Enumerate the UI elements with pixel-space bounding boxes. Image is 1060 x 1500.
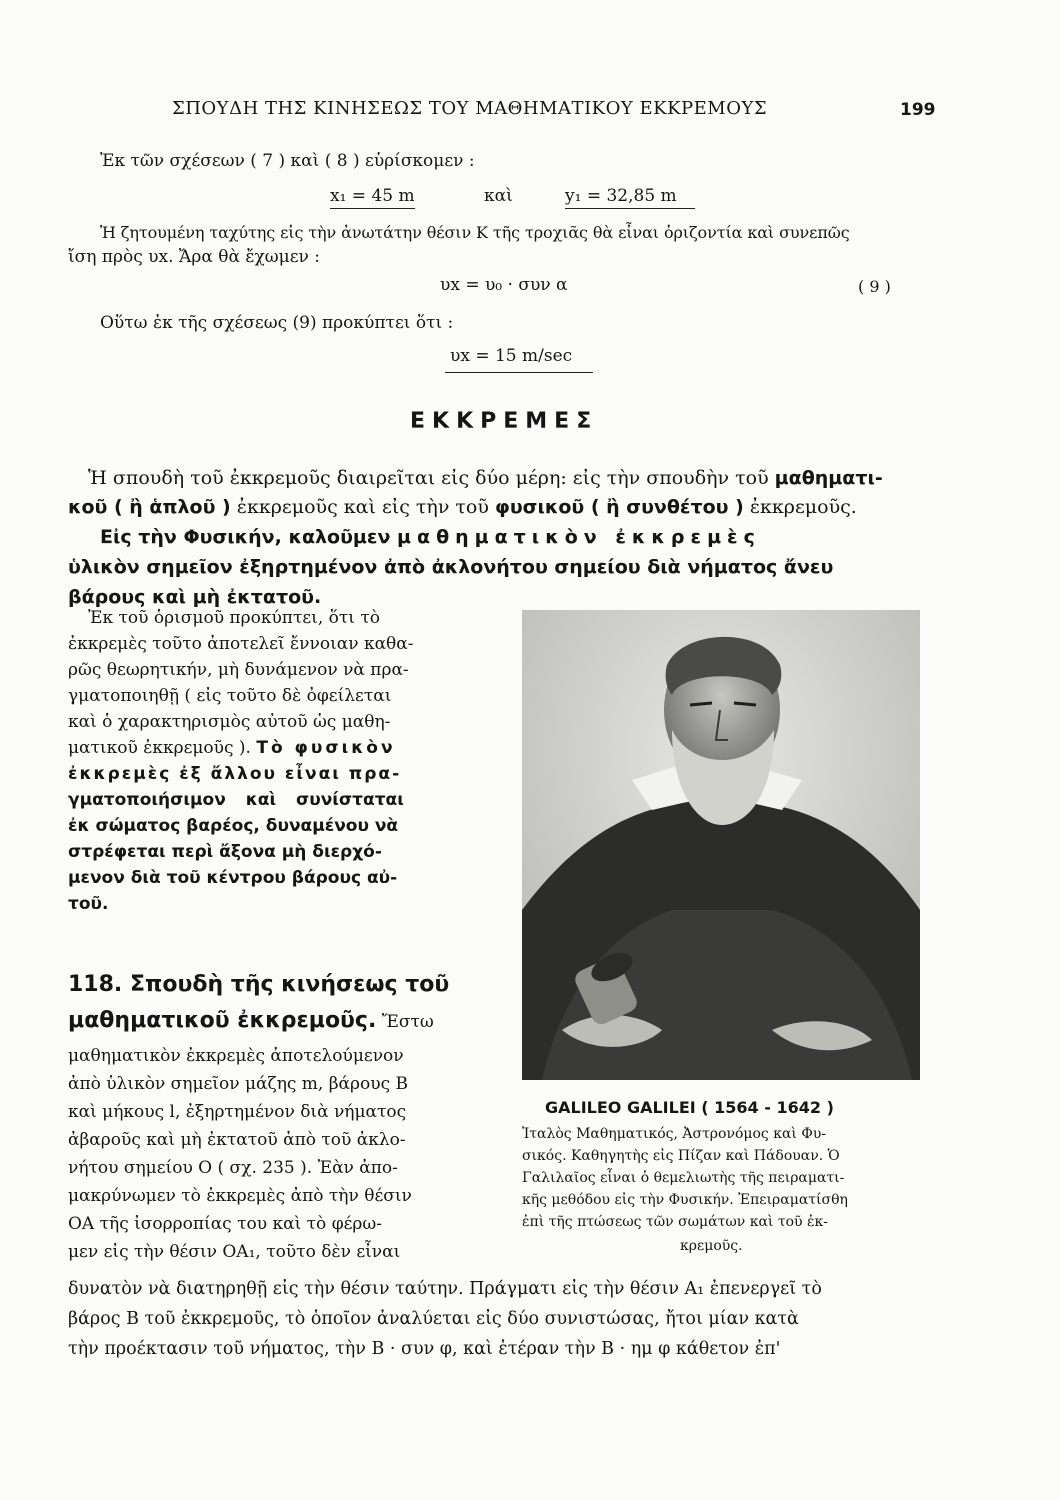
caption-line: κρεμοῦς. <box>680 1238 743 1254</box>
bottom-line: τὴν προέκτασιν τοῦ νήματος, τὴν Β · συν φ, καὶ ἑτέραν τὴν Β · ημ φ κάθετον ἐπ' <box>68 1339 781 1359</box>
text-line: Ἐκ τῶν σχέσεων ( 7 ) καὶ ( 8 ) εὑρίσκομεν : <box>100 151 475 171</box>
column-line: ρῶς θεωρητικήν, μὴ δυνάμενον νὰ πρα- <box>68 660 409 680</box>
equation-and: καὶ <box>484 186 513 206</box>
column-line: νήτου σημείου Ο ( σχ. 235 ). Ἐὰν ἀπο- <box>68 1158 398 1178</box>
column-line: ἀπὸ ὑλικὸν σημεῖον μάζης m, βάρους Β <box>68 1074 409 1094</box>
column-line: ἐκ σώματος βαρέος, δυναμένου νὰ <box>68 816 399 836</box>
bottom-line: δυνατὸν νὰ διατηρηθῇ εἰς τὴν θέσιν ταύτην. Πράγματι εἰς τὴν θέσιν Α₁ ἐπενεργεῖ τὸ <box>68 1279 822 1299</box>
equation-number: ( 9 ) <box>858 277 891 296</box>
column-line: μενον διὰ τοῦ κέντρου βάρους αὐ- <box>68 868 398 888</box>
column-line: καὶ μήκους l, ἐξηρτημένον διὰ νήματος <box>68 1102 407 1122</box>
result-underline <box>445 372 593 373</box>
column-line: μεν εἰς τὴν θέσιν ΟΑ₁, τοῦτο δὲν εἶναι <box>68 1242 401 1262</box>
subsection-heading-line-2: μαθηματικοῦ ἐκκρεμοῦς. Ἔστω <box>68 1008 434 1033</box>
column-line: ἐκκρεμὲς ἐξ ἄλλου εἶναι πρα- <box>68 764 402 784</box>
definition-line-3: βάρους καὶ μὴ ἐκτατοῦ. <box>68 586 322 608</box>
column-line: μαθηματικὸν ἐκκρεμὲς ἀποτελούμενον <box>68 1046 404 1066</box>
text-line: Ἡ ζητουμένη ταχύτης εἰς τὴν ἀνωτάτην θέσιν Κ τῆς τροχιᾶς θὰ εἶναι ὁριζοντία καὶ συνεπῶς <box>100 223 850 242</box>
galileo-portrait <box>522 610 920 1080</box>
caption-line: Ἰταλὸς Μαθηματικός, Ἀστρονόμος καὶ Φυ- <box>522 1126 827 1142</box>
column-line: τοῦ. <box>68 894 109 914</box>
equation-ux: υx = υ₀ · συν α <box>440 275 568 295</box>
column-line: καὶ ὁ χαρακτηρισμὸς αὐτοῦ ὡς μαθη- <box>68 712 391 732</box>
equation-result: υx = 15 m/sec <box>450 346 573 366</box>
caption-line: σικός. Καθηγητὴς εἰς Πίζαν καὶ Πάδουαν. Ὁ <box>522 1148 840 1164</box>
intro-line-2: κοῦ ( ἢ ἁπλοῦ ) ἐκκρεμοῦς καὶ εἰς τὴν τοῦ φυσικοῦ ( ἢ συνθέτου ) ἐκκρεμοῦς. <box>68 496 857 518</box>
text-line: ἴση πρὸς υx. Ἄρα θὰ ἔχωμεν : <box>68 247 320 267</box>
equation-x1: x₁ = 45 m <box>330 186 415 209</box>
column-line: ἀβαροῦς καὶ μὴ ἐκτατοῦ ἀπὸ τοῦ ἀκλο- <box>68 1130 406 1150</box>
definition-line-1: Εἰς τὴν Φυσικήν, καλοῦμεν μαθηματικὸν ἐκκρεμὲς <box>100 526 761 548</box>
running-header: ΣΠΟΥΔΗ ΤΗΣ ΚΙΝΗΣΕΩΣ ΤΟΥ ΜΑΘΗΜΑΤΙΚΟΥ ΕΚΚΡΕΜΟΥΣ <box>172 98 768 119</box>
column-line: γματοποιήσιμον καὶ συνίσταται <box>68 790 404 810</box>
text-line: Οὕτω ἐκ τῆς σχέσεως (9) προκύπτει ὅτι : <box>100 313 454 333</box>
column-line: στρέφεται περὶ ἄξονα μὴ διερχό- <box>68 842 382 862</box>
column-line: ἐκκρεμὲς τοῦτο ἀποτελεῖ ἔννοιαν καθα- <box>68 634 414 654</box>
column-line: γματοποιηθῇ ( εἰς τοῦτο δὲ ὀφείλεται <box>68 686 392 706</box>
equation-y1: y₁ = 32,85 m <box>565 186 695 209</box>
caption-line: ἐπὶ τῆς πτώσεως τῶν σωμάτων καὶ τοῦ ἐκ- <box>522 1214 828 1230</box>
column-line: μακρύνωμεν τὸ ἐκκρεμὲς ἀπὸ τὴν θέσιν <box>68 1186 412 1206</box>
column-line: ΟΑ τῆς ἰσορροπίας του καὶ τὸ φέρω- <box>68 1214 383 1234</box>
section-heading: ΕΚΚΡΕΜΕΣ <box>410 409 599 434</box>
intro-line-1: Ἡ σπουδὴ τοῦ ἐκκρεμοῦς διαιρεῖται εἰς δύο μέρη: εἰς τὴν σπουδὴν τοῦ μαθηματι- <box>88 467 883 489</box>
bottom-line: βάρος Β τοῦ ἐκκρεμοῦς, τὸ ὁποῖον ἀναλύεται εἰς δύο συνιστώσας, ἤτοι μίαν κατὰ <box>68 1309 799 1329</box>
column-line: Ἐκ τοῦ ὁρισμοῦ προκύπτει, ὅτι τὸ <box>88 608 380 628</box>
subsection-heading-line-1: 118. Σπουδὴ τῆς κινήσεως τοῦ <box>68 972 450 997</box>
definition-line-2: ὑλικὸν σημεῖον ἐξηρτημένον ἀπὸ ἀκλονήτου σημείου διὰ νήματος ἄνευ <box>68 556 834 578</box>
caption-line: Γαλιλαῖος εἶναι ὁ θεμελιωτὴς τῆς πειραματι- <box>522 1170 845 1186</box>
page-number: 199 <box>900 100 936 120</box>
portrait-illustration <box>522 610 920 1080</box>
column-line: ματικοῦ ἐκκρεμοῦς ). Τὸ φυσικὸν <box>68 738 396 758</box>
caption-line: κῆς μεθόδου εἰς τὴν Φυσικήν. Ἐπειραματίσθη <box>522 1192 848 1208</box>
caption-title: GALILEO GALILEI ( 1564 - 1642 ) <box>545 1098 834 1117</box>
